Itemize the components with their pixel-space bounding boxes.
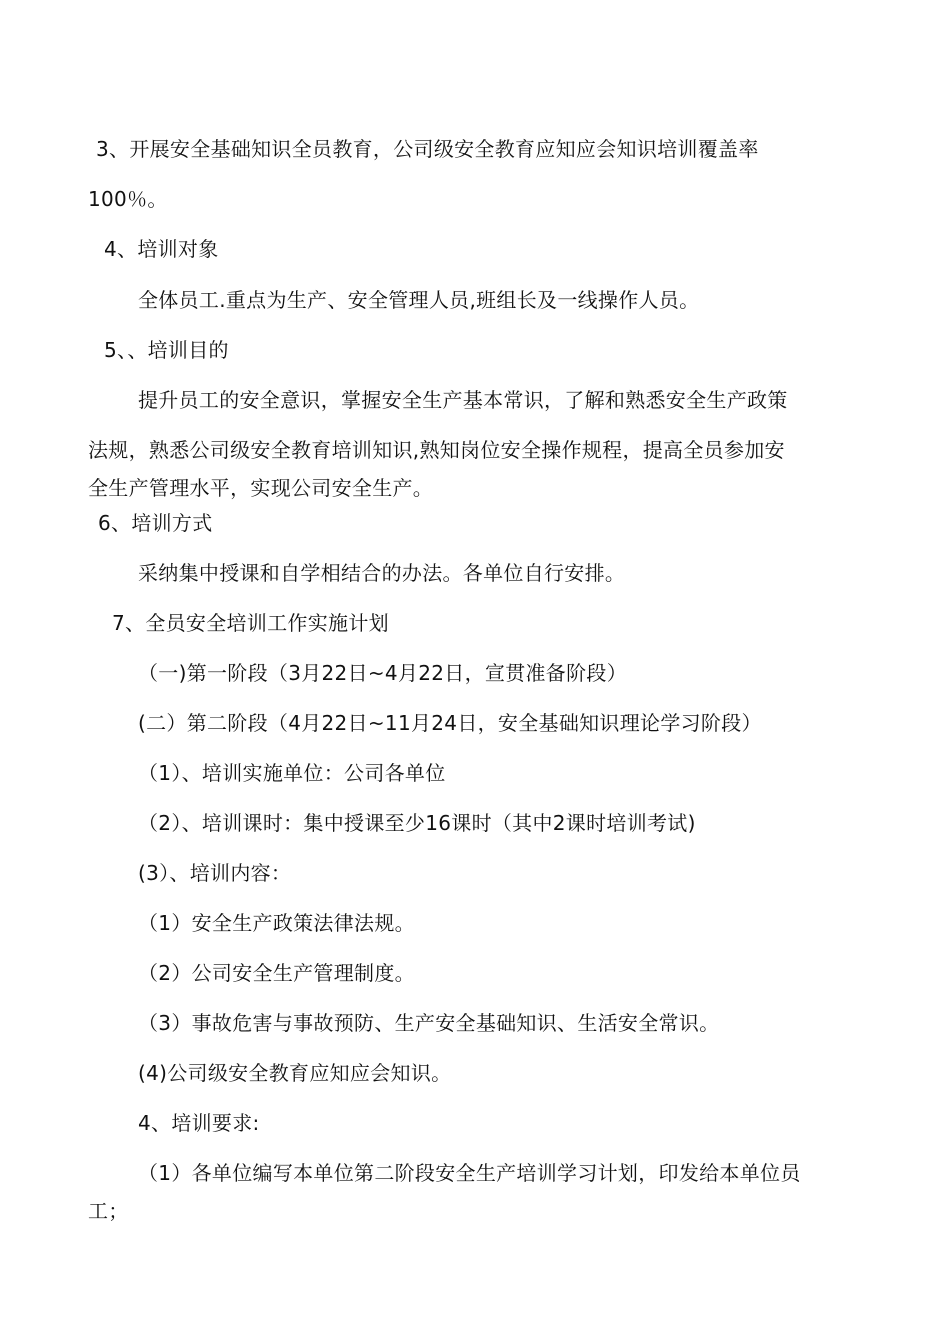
section-heading: 6、培训方式: [98, 511, 213, 535]
list-item: （3）事故危害与事故预防、生产安全基础知识、生活安全常识。: [138, 1011, 720, 1035]
section-heading: 4、培训要求:: [138, 1111, 260, 1135]
paragraph-line: 全体员工.重点为生产、安全管理人员,班组长及一线操作人员。: [138, 288, 700, 312]
paragraph-line: （2）、培训课时：集中授课至少16课时（其中2课时培训考试): [138, 811, 696, 835]
section-heading: 4、培训对象: [104, 237, 219, 261]
paragraph-line: 采纳集中授课和自学相结合的办法。各单位自行安排。: [138, 561, 626, 585]
list-item: （2）公司安全生产管理制度。: [138, 961, 415, 985]
paragraph-line: 工；: [88, 1199, 129, 1223]
paragraph-line: （一)第一阶段（3月22日~4月22日，宣贯准备阶段）: [138, 661, 628, 685]
list-item: (4)公司级安全教育应知应会知识。: [138, 1061, 452, 1085]
paragraph-line: （1）、培训实施单位：公司各单位: [138, 761, 446, 785]
paragraph-line: （1）各单位编写本单位第二阶段安全生产培训学习计划，印发给本单位员: [138, 1161, 801, 1185]
section-heading: 7、全员安全培训工作实施计划: [112, 611, 389, 635]
paragraph-line: 法规，熟悉公司级安全教育培训知识,熟知岗位安全操作规程，提高全员参加安: [88, 438, 785, 462]
section-heading: 5、、培训目的: [104, 338, 229, 362]
paragraph-line: 100％。: [88, 187, 168, 211]
paragraph-line: 3、开展安全基础知识全员教育，公司级安全教育应知应会知识培训覆盖率: [96, 137, 759, 161]
paragraph-line: 全生产管理水平，实现公司安全生产。: [88, 476, 434, 500]
paragraph-line: 提升员工的安全意识，掌握安全生产基本常识，了解和熟悉安全生产政策: [138, 388, 788, 412]
list-item: （1）安全生产政策法律法规。: [138, 911, 415, 935]
paragraph-line: (二）第二阶段（4月22日~11月24日，安全基础知识理论学习阶段）: [138, 711, 762, 735]
paragraph-line: (3）、培训内容：: [138, 861, 292, 885]
